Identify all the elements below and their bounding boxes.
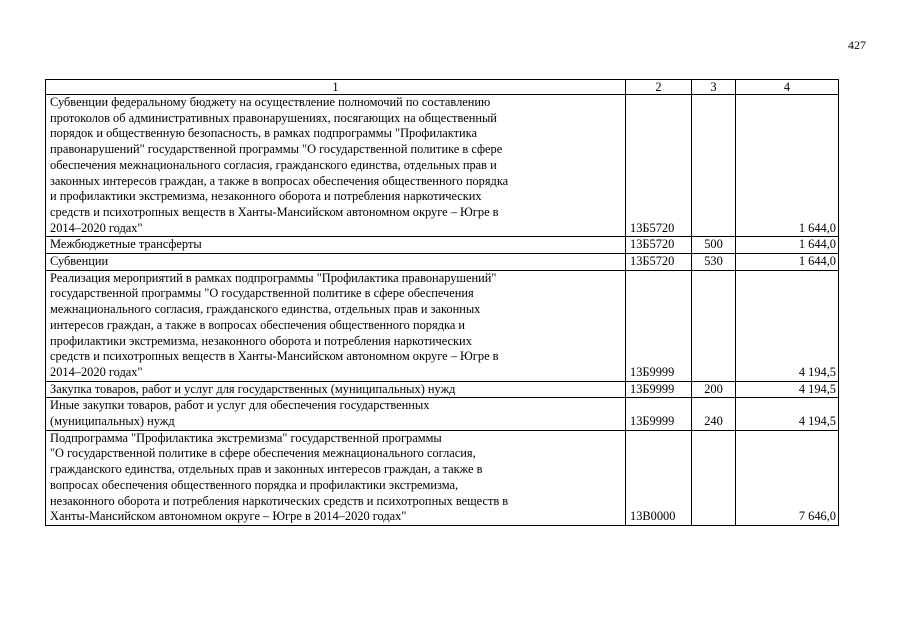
target-article-code: 13Б5720 bbox=[626, 237, 692, 254]
row-description bbox=[46, 95, 626, 237]
target-article-code: 13Б9999 bbox=[626, 381, 692, 398]
expense-type-code bbox=[692, 95, 736, 237]
amount-value: 7 646,0 bbox=[736, 430, 839, 525]
description-line: порядок и общественную безопасность, в рамках подпрограммы "Профилактика bbox=[50, 126, 478, 141]
description-line: Подпрограмма "Профилактика экстремизма" государственной программы bbox=[50, 430, 442, 445]
table-header-row bbox=[46, 80, 839, 95]
table-row bbox=[46, 254, 839, 271]
description-line: Иные закупки товаров, работ и услуг для обеспечения государственных bbox=[50, 398, 430, 413]
description-line: 2014–2020 годах" bbox=[50, 364, 143, 379]
amount-value: 4 194,5 bbox=[736, 270, 839, 381]
description-line: обеспечения межнационального согласия, гражданского единства, отдельных прав и bbox=[50, 157, 497, 172]
target-article-code: 13Б9999 bbox=[626, 398, 692, 430]
description-line: (муниципальных) нужд bbox=[50, 414, 175, 429]
table-row bbox=[46, 237, 839, 254]
description-line: "О государственной политике в сфере обеспечения межнационального согласия, bbox=[50, 446, 476, 461]
target-article-code: 13Б5720 bbox=[626, 254, 692, 271]
table-row bbox=[46, 398, 839, 430]
description-line: правонарушений" государственной программы "О государственной политике в сфере bbox=[50, 142, 503, 157]
table-row bbox=[46, 270, 839, 381]
row-description bbox=[46, 430, 626, 525]
description-line: вопросах обеспечения общественного порядка и профилактики экстремизма, bbox=[50, 477, 459, 492]
expense-type-code: 500 bbox=[692, 237, 736, 254]
amount-value: 4 194,5 bbox=[736, 381, 839, 398]
description-line: Реализация мероприятий в рамках подпрограммы "Профилактика правонарушений" bbox=[50, 270, 497, 285]
expense-type-code: 530 bbox=[692, 254, 736, 271]
column-header-3: 3 bbox=[692, 80, 736, 95]
expense-type-code: 200 bbox=[692, 381, 736, 398]
column-header-2: 2 bbox=[626, 80, 692, 95]
expense-type-code bbox=[692, 270, 736, 381]
description-line: 2014–2020 годах" bbox=[50, 220, 143, 235]
row-description bbox=[46, 237, 626, 254]
description-line: средств и психотропных веществ в Ханты-Мансийском автономном округе – Югре в bbox=[50, 204, 499, 219]
description-line: профилактики экстремизма, незаконного оборота и потребления наркотических bbox=[50, 333, 472, 348]
description-line: средств и психотропных веществ в Ханты-Мансийском автономном округе – Югре в bbox=[50, 349, 499, 364]
description-line: Субвенции федеральному бюджету на осуществление полномочий по составлению bbox=[50, 95, 491, 109]
target-article-code: 13Б5720 bbox=[626, 95, 692, 237]
amount-value: 4 194,5 bbox=[736, 398, 839, 430]
row-description bbox=[46, 270, 626, 381]
table-row bbox=[46, 95, 839, 237]
description-line: интересов граждан, а также в вопросах обеспечения общественного порядка и bbox=[50, 317, 466, 332]
row-description bbox=[46, 381, 626, 398]
description-line: Субвенции bbox=[50, 254, 109, 269]
description-line: законных интересов граждан, а также в вопросах обеспечения общественного порядка bbox=[50, 173, 509, 188]
table-row bbox=[46, 381, 839, 398]
description-line: межнационального согласия, гражданского единства, отдельных прав и законных bbox=[50, 302, 481, 317]
column-header-1: 1 bbox=[46, 80, 626, 95]
column-header-4: 4 bbox=[736, 80, 839, 95]
row-description bbox=[46, 254, 626, 271]
description-line: Ханты-Мансийском автономном округе – Югре в 2014–2020 годах" bbox=[50, 509, 407, 524]
amount-value: 1 644,0 bbox=[736, 254, 839, 271]
description-line: и профилактики экстремизма, незаконного оборота и потребления наркотических bbox=[50, 189, 482, 204]
target-article-code: 13Б9999 bbox=[626, 270, 692, 381]
expense-type-code bbox=[692, 430, 736, 525]
amount-value: 1 644,0 bbox=[736, 237, 839, 254]
description-line: Межбюджетные трансферты bbox=[50, 237, 202, 252]
target-article-code: 13В0000 bbox=[626, 430, 692, 525]
description-line: гражданского единства, отдельных прав и законных интересов граждан, а также в bbox=[50, 462, 483, 477]
page-number: 427 bbox=[848, 38, 866, 52]
amount-value: 1 644,0 bbox=[736, 95, 839, 237]
table-row bbox=[46, 430, 839, 525]
description-line: Закупка товаров, работ и услуг для государственных (муниципальных) нужд bbox=[50, 381, 456, 396]
description-line: государственной программы "О государственной политике в сфере обеспечения bbox=[50, 286, 474, 301]
description-line: незаконного оборота и потребления наркотических средств и психотропных веществ в bbox=[50, 493, 509, 508]
description-line: протоколов об административных правонарушениях, посягающих на общественный bbox=[50, 110, 497, 125]
budget-table bbox=[45, 79, 839, 526]
row-description bbox=[46, 398, 626, 430]
expense-type-code: 240 bbox=[692, 398, 736, 430]
